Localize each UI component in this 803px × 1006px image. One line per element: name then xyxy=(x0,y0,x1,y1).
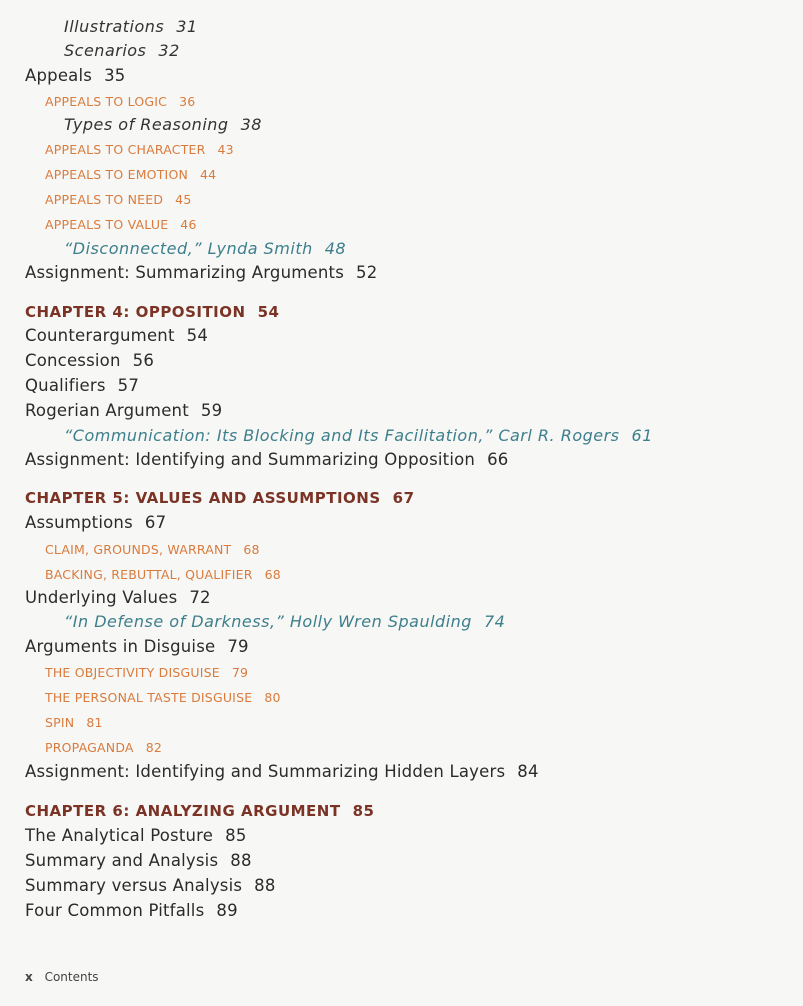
toc-page-number: 74 xyxy=(483,612,506,631)
toc-page-number: 68 xyxy=(264,567,281,582)
toc-title: THE PERSONAL TASTE DISGUISE xyxy=(45,690,253,705)
toc-entry xyxy=(25,376,139,395)
toc-title: Arguments in Disguise xyxy=(25,637,216,656)
toc-title: CHAPTER 6: ANALYZING ARGUMENT xyxy=(25,802,341,820)
toc-page-number: 54 xyxy=(186,326,209,345)
toc-title: Types of Reasoning xyxy=(64,115,229,134)
toc-entry xyxy=(25,588,211,607)
toc-entry xyxy=(25,489,415,507)
toc-entry xyxy=(45,665,248,680)
toc-entry xyxy=(25,876,276,895)
toc-entry xyxy=(45,740,162,755)
toc-title: Assignment: Identifying and Summarizing Hidden Layers xyxy=(25,762,506,781)
toc-page-number: 56 xyxy=(132,351,155,370)
toc-entry xyxy=(25,401,222,420)
toc-entry xyxy=(25,326,208,345)
toc-title: BACKING, REBUTTAL, QUALIFIER xyxy=(45,567,253,582)
toc-entry xyxy=(45,142,234,157)
toc-entry xyxy=(64,239,346,258)
toc-title: Assumptions xyxy=(25,513,133,532)
toc-page-number: 48 xyxy=(324,239,347,258)
toc-page-number: 43 xyxy=(217,142,234,157)
toc-title: Underlying Values xyxy=(25,588,178,607)
toc-entry xyxy=(25,851,252,870)
toc-title: Assignment: Summarizing Arguments xyxy=(25,263,344,282)
toc-title: Illustrations xyxy=(64,17,165,36)
toc-page-number: 84 xyxy=(517,762,539,781)
toc-page-number: 44 xyxy=(200,167,217,182)
toc-page-number: 67 xyxy=(392,489,415,507)
toc-title: SPIN xyxy=(45,715,75,730)
toc-entry xyxy=(45,542,260,557)
toc-title: CLAIM, GROUNDS, WARRANT xyxy=(45,542,232,557)
toc-page-number: 82 xyxy=(145,740,162,755)
toc-entry xyxy=(45,94,195,109)
toc-page-number: 36 xyxy=(179,94,196,109)
toc-title: Appeals xyxy=(25,66,93,85)
toc-title: APPEALS TO LOGIC xyxy=(45,94,168,109)
toc-page-number: 66 xyxy=(487,450,509,469)
toc-title: Counterargument xyxy=(25,326,175,345)
toc-entry xyxy=(45,690,281,705)
toc-page-number: 80 xyxy=(264,690,281,705)
toc-entry xyxy=(25,637,249,656)
toc-entry xyxy=(25,303,279,321)
toc-title: APPEALS TO CHARACTER xyxy=(45,142,206,157)
toc-page-number: 85 xyxy=(225,826,247,845)
toc-entry xyxy=(25,762,539,781)
toc-page-number: 54 xyxy=(257,303,280,321)
toc-page-number: 38 xyxy=(240,115,262,134)
toc-entry xyxy=(25,802,374,820)
toc-page-number: 59 xyxy=(200,401,223,420)
toc-title: “Disconnected,” Lynda Smith xyxy=(64,239,313,258)
toc-page-number: 35 xyxy=(104,66,126,85)
toc-title: APPEALS TO NEED xyxy=(45,192,164,207)
toc-page-number: 45 xyxy=(175,192,192,207)
toc-page-number: 79 xyxy=(227,637,249,656)
toc-entry xyxy=(64,17,198,36)
toc-title: Scenarios xyxy=(64,41,147,60)
toc-page-number: 81 xyxy=(86,715,103,730)
toc-entry xyxy=(25,901,238,920)
toc-entry xyxy=(25,66,125,85)
toc-page-number: 61 xyxy=(631,426,653,445)
toc-title: Four Common Pitfalls xyxy=(25,901,205,920)
toc-entry xyxy=(25,450,508,469)
toc-entry xyxy=(64,41,180,60)
toc-entry xyxy=(25,513,166,532)
toc-entry xyxy=(64,612,505,631)
toc-page-number: 68 xyxy=(243,542,260,557)
toc-title: Qualifiers xyxy=(25,376,106,395)
page-number: x xyxy=(25,970,33,984)
toc-title: THE OBJECTIVITY DISGUISE xyxy=(45,665,220,680)
toc-page-number: 72 xyxy=(189,588,211,607)
toc-title: The Analytical Posture xyxy=(25,826,214,845)
toc-title: CHAPTER 5: VALUES AND ASSUMPTIONS xyxy=(25,489,381,507)
page-footer xyxy=(25,970,99,984)
toc-entry xyxy=(64,426,653,445)
toc-title: Assignment: Identifying and Summarizing Opposition xyxy=(25,450,476,469)
toc-entry xyxy=(45,192,191,207)
toc-title: PROPAGANDA xyxy=(45,740,134,755)
toc-page-number: 52 xyxy=(356,263,378,282)
toc-entry xyxy=(45,217,197,232)
toc-page-number: 57 xyxy=(117,376,140,395)
toc-page-number: 79 xyxy=(231,665,249,680)
toc-title: Summary and Analysis xyxy=(25,851,219,870)
toc-page-number: 88 xyxy=(254,876,276,895)
toc-page-number: 89 xyxy=(216,901,238,920)
toc-title: APPEALS TO VALUE xyxy=(45,217,169,232)
toc-title: “In Defense of Darkness,” Holly Wren Spaulding xyxy=(64,612,472,631)
toc-title: “Communication: Its Blocking and Its Facilitation,” Carl R. Rogers xyxy=(64,426,620,445)
toc-entry xyxy=(25,263,377,282)
toc-title: Rogerian Argument xyxy=(25,401,189,420)
toc-entry xyxy=(25,826,247,845)
toc-title: Summary versus Analysis xyxy=(25,876,243,895)
toc-entry xyxy=(45,715,103,730)
toc-page-number: 31 xyxy=(176,17,198,36)
toc-title: CHAPTER 4: OPPOSITION xyxy=(25,303,246,321)
toc-title: APPEALS TO EMOTION xyxy=(45,167,189,182)
toc-entry xyxy=(25,351,154,370)
toc-page-number: 88 xyxy=(230,851,252,870)
toc-entry xyxy=(45,167,216,182)
toc-page-number: 67 xyxy=(144,513,167,532)
toc-page-number: 46 xyxy=(180,217,197,232)
running-head: Contents xyxy=(44,970,99,984)
toc-title: Concession xyxy=(25,351,121,370)
toc-page-number: 85 xyxy=(352,802,375,820)
toc-entry xyxy=(64,115,262,134)
toc-page-number: 32 xyxy=(158,41,180,60)
toc-entry xyxy=(45,567,281,582)
